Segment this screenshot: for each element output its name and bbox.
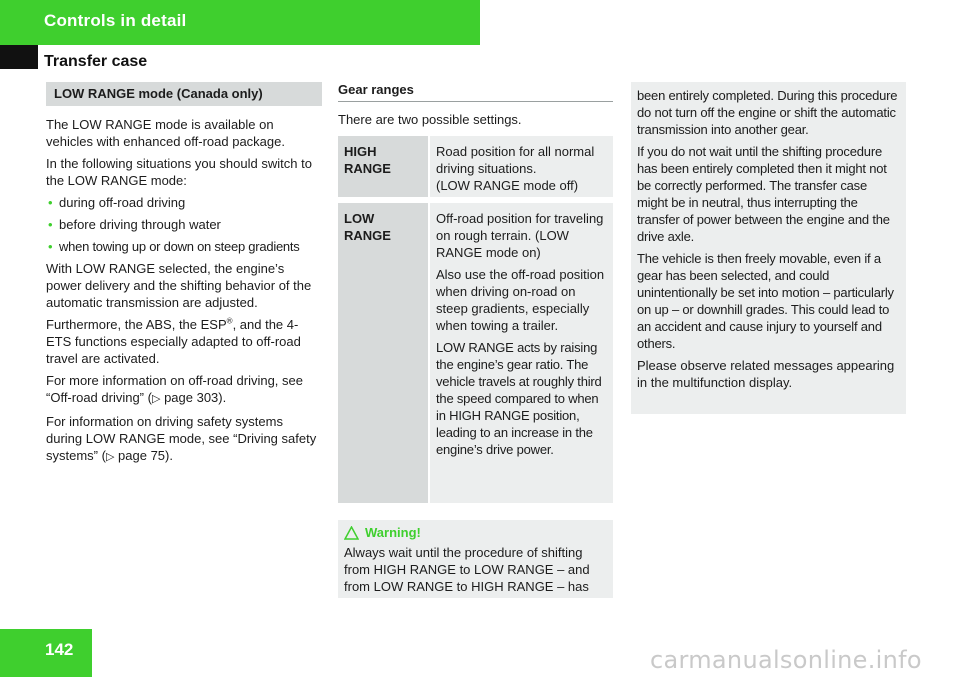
paragraph [46,316,322,367]
range-description: Also use the off-road position when driving on-road on steep gradients, especially when towing a trailer. [436,267,605,333]
watermark-text: carmanualsonline.info [650,646,922,674]
range-name-cell: HIGH RANGE [338,136,428,197]
warning-title-row [344,524,607,541]
page-reference-link[interactable]: page 75 [118,448,166,463]
text: For information on driving safety systems during LOW RANGE mode, see “Driving safety systems” ( [46,414,317,463]
page-reference-arrow-icon: ▷ [105,451,115,463]
text: , and the 4-ETS functions especially adapted to off-road travel are activated. [46,317,301,366]
gear-range-table [338,136,613,503]
list-item: • when towing up or down on steep gradients [46,238,322,255]
low-range-column [46,82,322,471]
range-description-cell [430,203,613,503]
paragraph [46,413,322,466]
paragraph: In the following situations you should switch to the LOW RANGE mode: [46,156,312,188]
paragraph [46,372,322,408]
range-description: Road position for all normal driving situations. [436,144,595,176]
chapter-title: Controls in detail [44,11,187,30]
low-range-heading: LOW RANGE mode (Canada only) [46,82,322,106]
text: Furthermore, the ABS, the ESP [46,317,227,332]
range-name-cell: LOW RANGE [338,203,428,503]
registered-mark: ® [226,316,233,326]
range-description-cell [430,136,613,197]
page-number: 142 [45,640,74,659]
range-description: LOW RANGE acts by raising the engine’s gear ratio. The vehicle travels at roughly third the speed compared to when in HIGH RANGE position, leading to an increase in the engine’s drive power. [436,340,602,457]
paragraph: The vehicle is then freely movable, even if a gear has been selected, and could unintentionally be set into motion – particularly on up – or downhill grades. This could lead to an accident and cause injury to yourself and others. [637,251,894,351]
paragraph: Please observe related messages appearing in the multifunction display. [637,358,895,390]
paragraph: If you do not wait until the shifting procedure has been entirely completed then it might not be correctly performed. The transfer case might be in neutral, thus interrupting the transfer of power between the engine and the drive axle. [637,144,890,244]
page-reference-link[interactable]: page 303 [164,390,219,405]
text: ). [218,390,227,405]
situation-list [46,194,322,255]
paragraph: been entirely completed. During this procedure do not turn off the engine or shift the automatic transmission into another gear. [637,88,898,137]
section-title: Transfer case [44,53,148,70]
text: ). [165,448,173,463]
warning-box [338,520,613,598]
paragraph: The LOW RANGE mode is available on vehicles with enhanced off-road package. [46,117,285,149]
section-marker [0,45,38,69]
warning-title: Warning! [365,525,421,540]
warning-triangle-icon [344,526,359,540]
list-item: • before driving through water [46,216,322,233]
gear-ranges-intro: There are two possible settings. [338,112,522,127]
text: For more information on off-road driving, see “Off-road driving” ( [46,373,303,405]
gear-ranges-heading: Gear ranges [338,82,613,102]
list-item: • during off-road driving [46,194,322,211]
table-row [338,203,613,503]
range-description: (LOW RANGE mode off) [436,178,579,193]
range-description: Off-road position for traveling on rough terrain. (LOW RANGE mode on) [436,211,604,260]
paragraph: With LOW RANGE selected, the engine’s power delivery and the shifting behavior of the automatic transmission are adjusted. [46,261,312,310]
page-reference-arrow-icon: ▷ [151,393,161,405]
gear-ranges-column [338,82,613,509]
warning-text: Always wait until the procedure of shifting from HIGH RANGE to LOW RANGE – and from LOW RANGE to HIGH RANGE – has [344,545,590,594]
warning-continued-panel [631,82,906,414]
table-row [338,136,613,197]
